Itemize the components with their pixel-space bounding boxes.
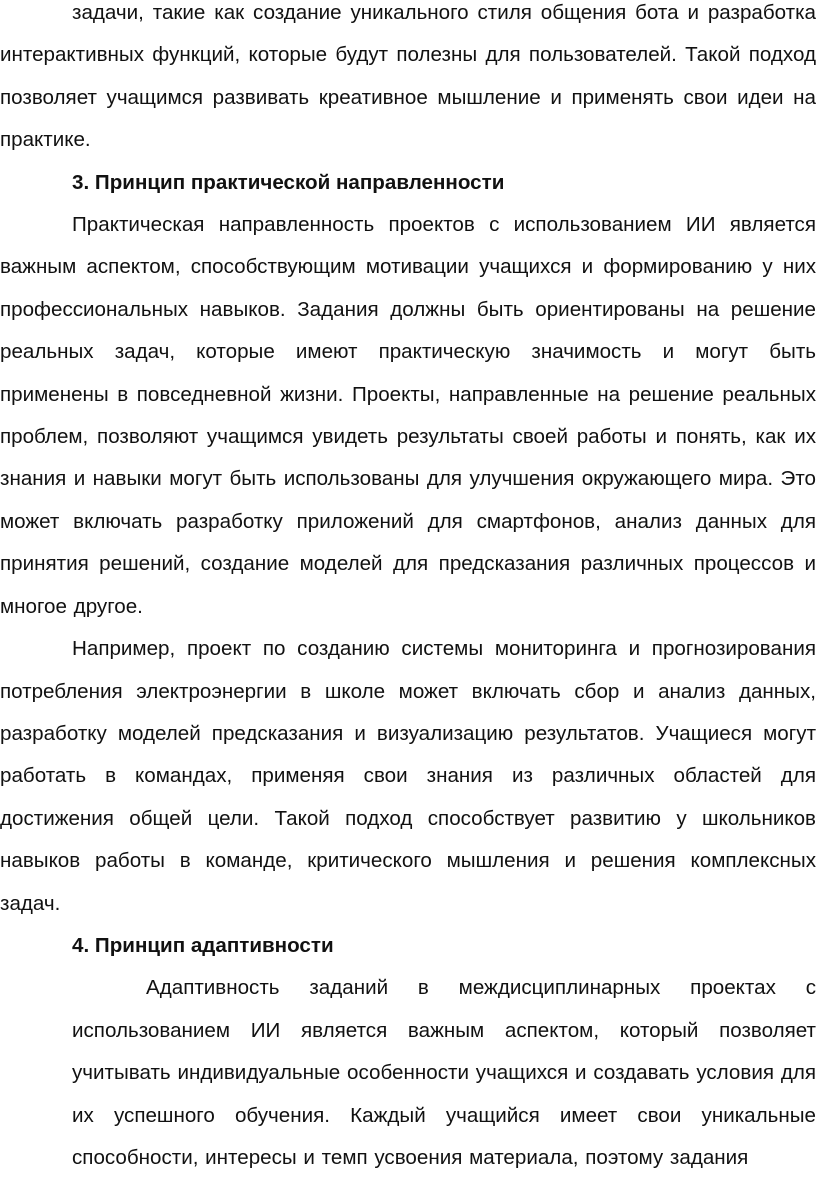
paragraph-example: Например, проект по созданию системы мониторинга и прогнозирования потребления электроэнергии в школе может включать сбор и анализ данных, разработку моделей предсказания и визуализацию результатов. Учащиеся могут работать в командах, применяя свои знания из различных областей для достижения общей цели. Такой подход способствует развитию у школьников навыков работы в команде, критического мышления и решения комплексных задач. bbox=[0, 637, 816, 915]
paragraph-continuation: задачи, такие как создание уникального стиля общения бота и разработка интерактивных функций, которые будут полезны для пользователей. Такой подход позволяет учащимся развивать креативное мышление и применять свои идеи на практике. bbox=[0, 1, 816, 152]
section-heading-3: 3. Принцип практической направленности bbox=[72, 170, 505, 194]
paragraph-practical-orientation: Практическая направленность проектов с использованием ИИ является важным аспектом, способствующим мотивации учащихся и формированию у них профессиональных навыков. Задания должны быть ориентированы на решение реальных задач, которые имеют практическую значимость и могут быть применены в повседневной жизни. Проекты, направленные на решение реальных проблем, позволяют учащимся увидеть результаты своей работы и понять, как их знания и навыки могут быть использованы для улучшения окружающего мира. Это может включать разработку приложений для смартфонов, анализ данных для принятия решений, создание моделей для предсказания различных процессов и многое другое. bbox=[0, 213, 816, 618]
paragraph-adaptivity: Адаптивность заданий в междисциплинарных проектах с использованием ИИ является важным аспектом, который позволяет учитывать индивидуальные особенности учащихся и создавать условия для их успешного обучения. Каждый учащийся имеет свои уникальные способности, интересы и темп усвоения материала, поэтому задания bbox=[72, 976, 816, 1169]
section-heading-4: 4. Принцип адаптивности bbox=[72, 933, 334, 957]
